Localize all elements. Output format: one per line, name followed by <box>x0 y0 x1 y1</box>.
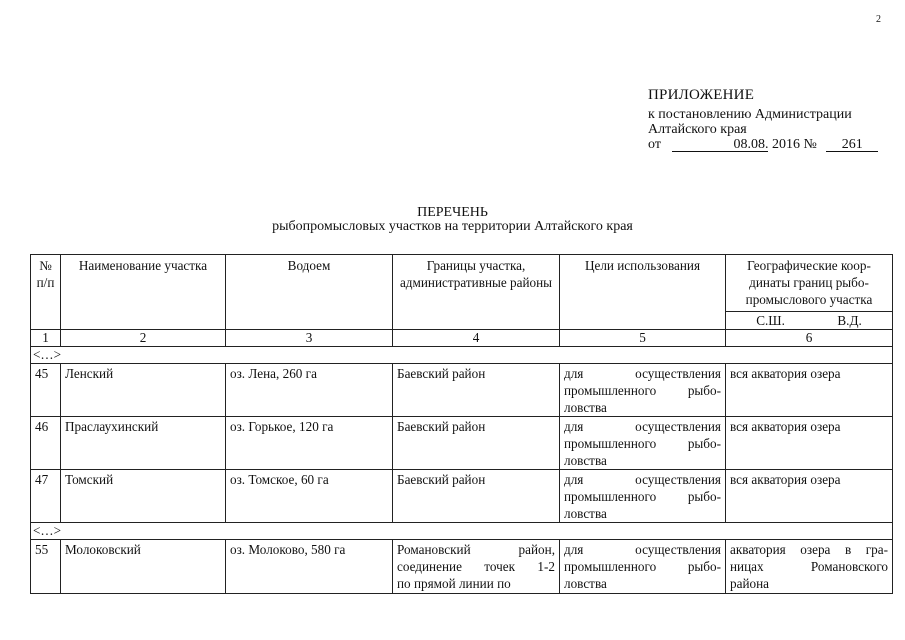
appendix-line-1: к постановлению Администрации <box>648 107 852 122</box>
appendix-block <box>648 88 878 152</box>
table-row <box>31 540 893 594</box>
row-bounds-line: Романовский район, <box>397 542 555 557</box>
row-bounds: Баевский район <box>393 364 560 417</box>
row-purpose-line: ловства <box>564 400 607 415</box>
row-coords: вся акватория озера <box>726 417 893 470</box>
column-number-row <box>31 330 893 347</box>
omission-marker: <…> <box>31 523 893 540</box>
omission-row <box>31 347 893 364</box>
row-name: Молоковский <box>61 540 226 594</box>
header-num: № п/п <box>31 255 61 330</box>
header-row <box>31 255 893 312</box>
row-purpose-line: ловства <box>564 506 607 521</box>
row-num: 47 <box>31 470 61 523</box>
decree-year: 2016 № <box>771 137 817 152</box>
fishing-areas-table <box>30 254 893 594</box>
header-name: Наименование участка <box>61 255 226 330</box>
row-purpose-line: промышленного рыбо- <box>564 383 721 398</box>
row-purpose-line: промышленного рыбо- <box>564 489 721 504</box>
row-water: оз. Молоково, 580 га <box>226 540 393 594</box>
row-coords <box>726 540 893 594</box>
document-title-line-1: ПЕРЕЧЕНЬ <box>417 205 488 220</box>
row-purpose-line: для осуществления <box>564 419 721 434</box>
table-row <box>31 364 893 417</box>
document-title-line-2: рыбопромысловых участков на территории Алтайского края <box>272 219 633 234</box>
row-purpose-line: для осуществления <box>564 542 721 557</box>
row-bounds: Баевский район <box>393 470 560 523</box>
row-coords-line: ницах Романовского <box>730 559 888 574</box>
header-water: Водоем <box>226 255 393 330</box>
row-bounds-line: соединение точек 1-2 <box>397 559 555 574</box>
row-num: 46 <box>31 417 61 470</box>
row-coords-line: акватория озера в гра- <box>730 542 888 557</box>
decree-date: 08.08. <box>672 138 768 152</box>
table-row <box>31 417 893 470</box>
row-purpose-line: ловства <box>564 576 607 591</box>
row-coords: вся акватория озера <box>726 364 893 417</box>
row-purpose-line: для осуществления <box>564 366 721 381</box>
header-purpose: Цели использования <box>560 255 726 330</box>
row-purpose-line: ловства <box>564 453 607 468</box>
page-number: 2 <box>876 14 881 25</box>
row-bounds: Баевский район <box>393 417 560 470</box>
column-number: 4 <box>393 330 560 347</box>
row-water: оз. Томское, 60 га <box>226 470 393 523</box>
column-number: 3 <box>226 330 393 347</box>
column-number: 5 <box>560 330 726 347</box>
row-purpose-line: промышленного рыбо- <box>564 559 721 574</box>
header-lat: С.Ш. <box>756 313 785 328</box>
row-water: оз. Лена, 260 га <box>226 364 393 417</box>
row-purpose-line: промышленного рыбо- <box>564 436 721 451</box>
row-name: Праслаухинский <box>61 417 226 470</box>
row-purpose <box>560 470 726 523</box>
row-purpose <box>560 417 726 470</box>
row-purpose <box>560 540 726 594</box>
row-name: Томский <box>61 470 226 523</box>
appendix-title: ПРИЛОЖЕНИЕ <box>648 87 755 103</box>
row-bounds-line: по прямой линии по <box>397 576 511 591</box>
row-bounds <box>393 540 560 594</box>
row-num: 45 <box>31 364 61 417</box>
column-number: 6 <box>726 330 893 347</box>
table-row <box>31 470 893 523</box>
omission-row <box>31 523 893 540</box>
omission-marker: <…> <box>31 347 893 364</box>
column-number: 1 <box>31 330 61 347</box>
row-name: Ленский <box>61 364 226 417</box>
row-purpose <box>560 364 726 417</box>
row-water: оз. Горькое, 120 га <box>226 417 393 470</box>
row-num: 55 <box>31 540 61 594</box>
row-purpose-line: для осуществления <box>564 472 721 487</box>
appendix-signature-row <box>648 137 878 152</box>
header-bounds: Границы участка, административные районы <box>393 255 560 330</box>
header-coords-split <box>726 312 893 330</box>
column-number: 2 <box>61 330 226 347</box>
header-coords: Географические коор-динаты границ рыбо-промыслового участка <box>726 255 893 312</box>
row-coords-line: района <box>730 576 770 591</box>
header-lon: В.Д. <box>837 313 862 328</box>
from-label: от <box>648 137 661 152</box>
document-title <box>0 206 905 234</box>
row-coords: вся акватория озера <box>726 470 893 523</box>
appendix-line-2: Алтайского края <box>648 122 747 137</box>
decree-number: 261 <box>826 138 878 152</box>
